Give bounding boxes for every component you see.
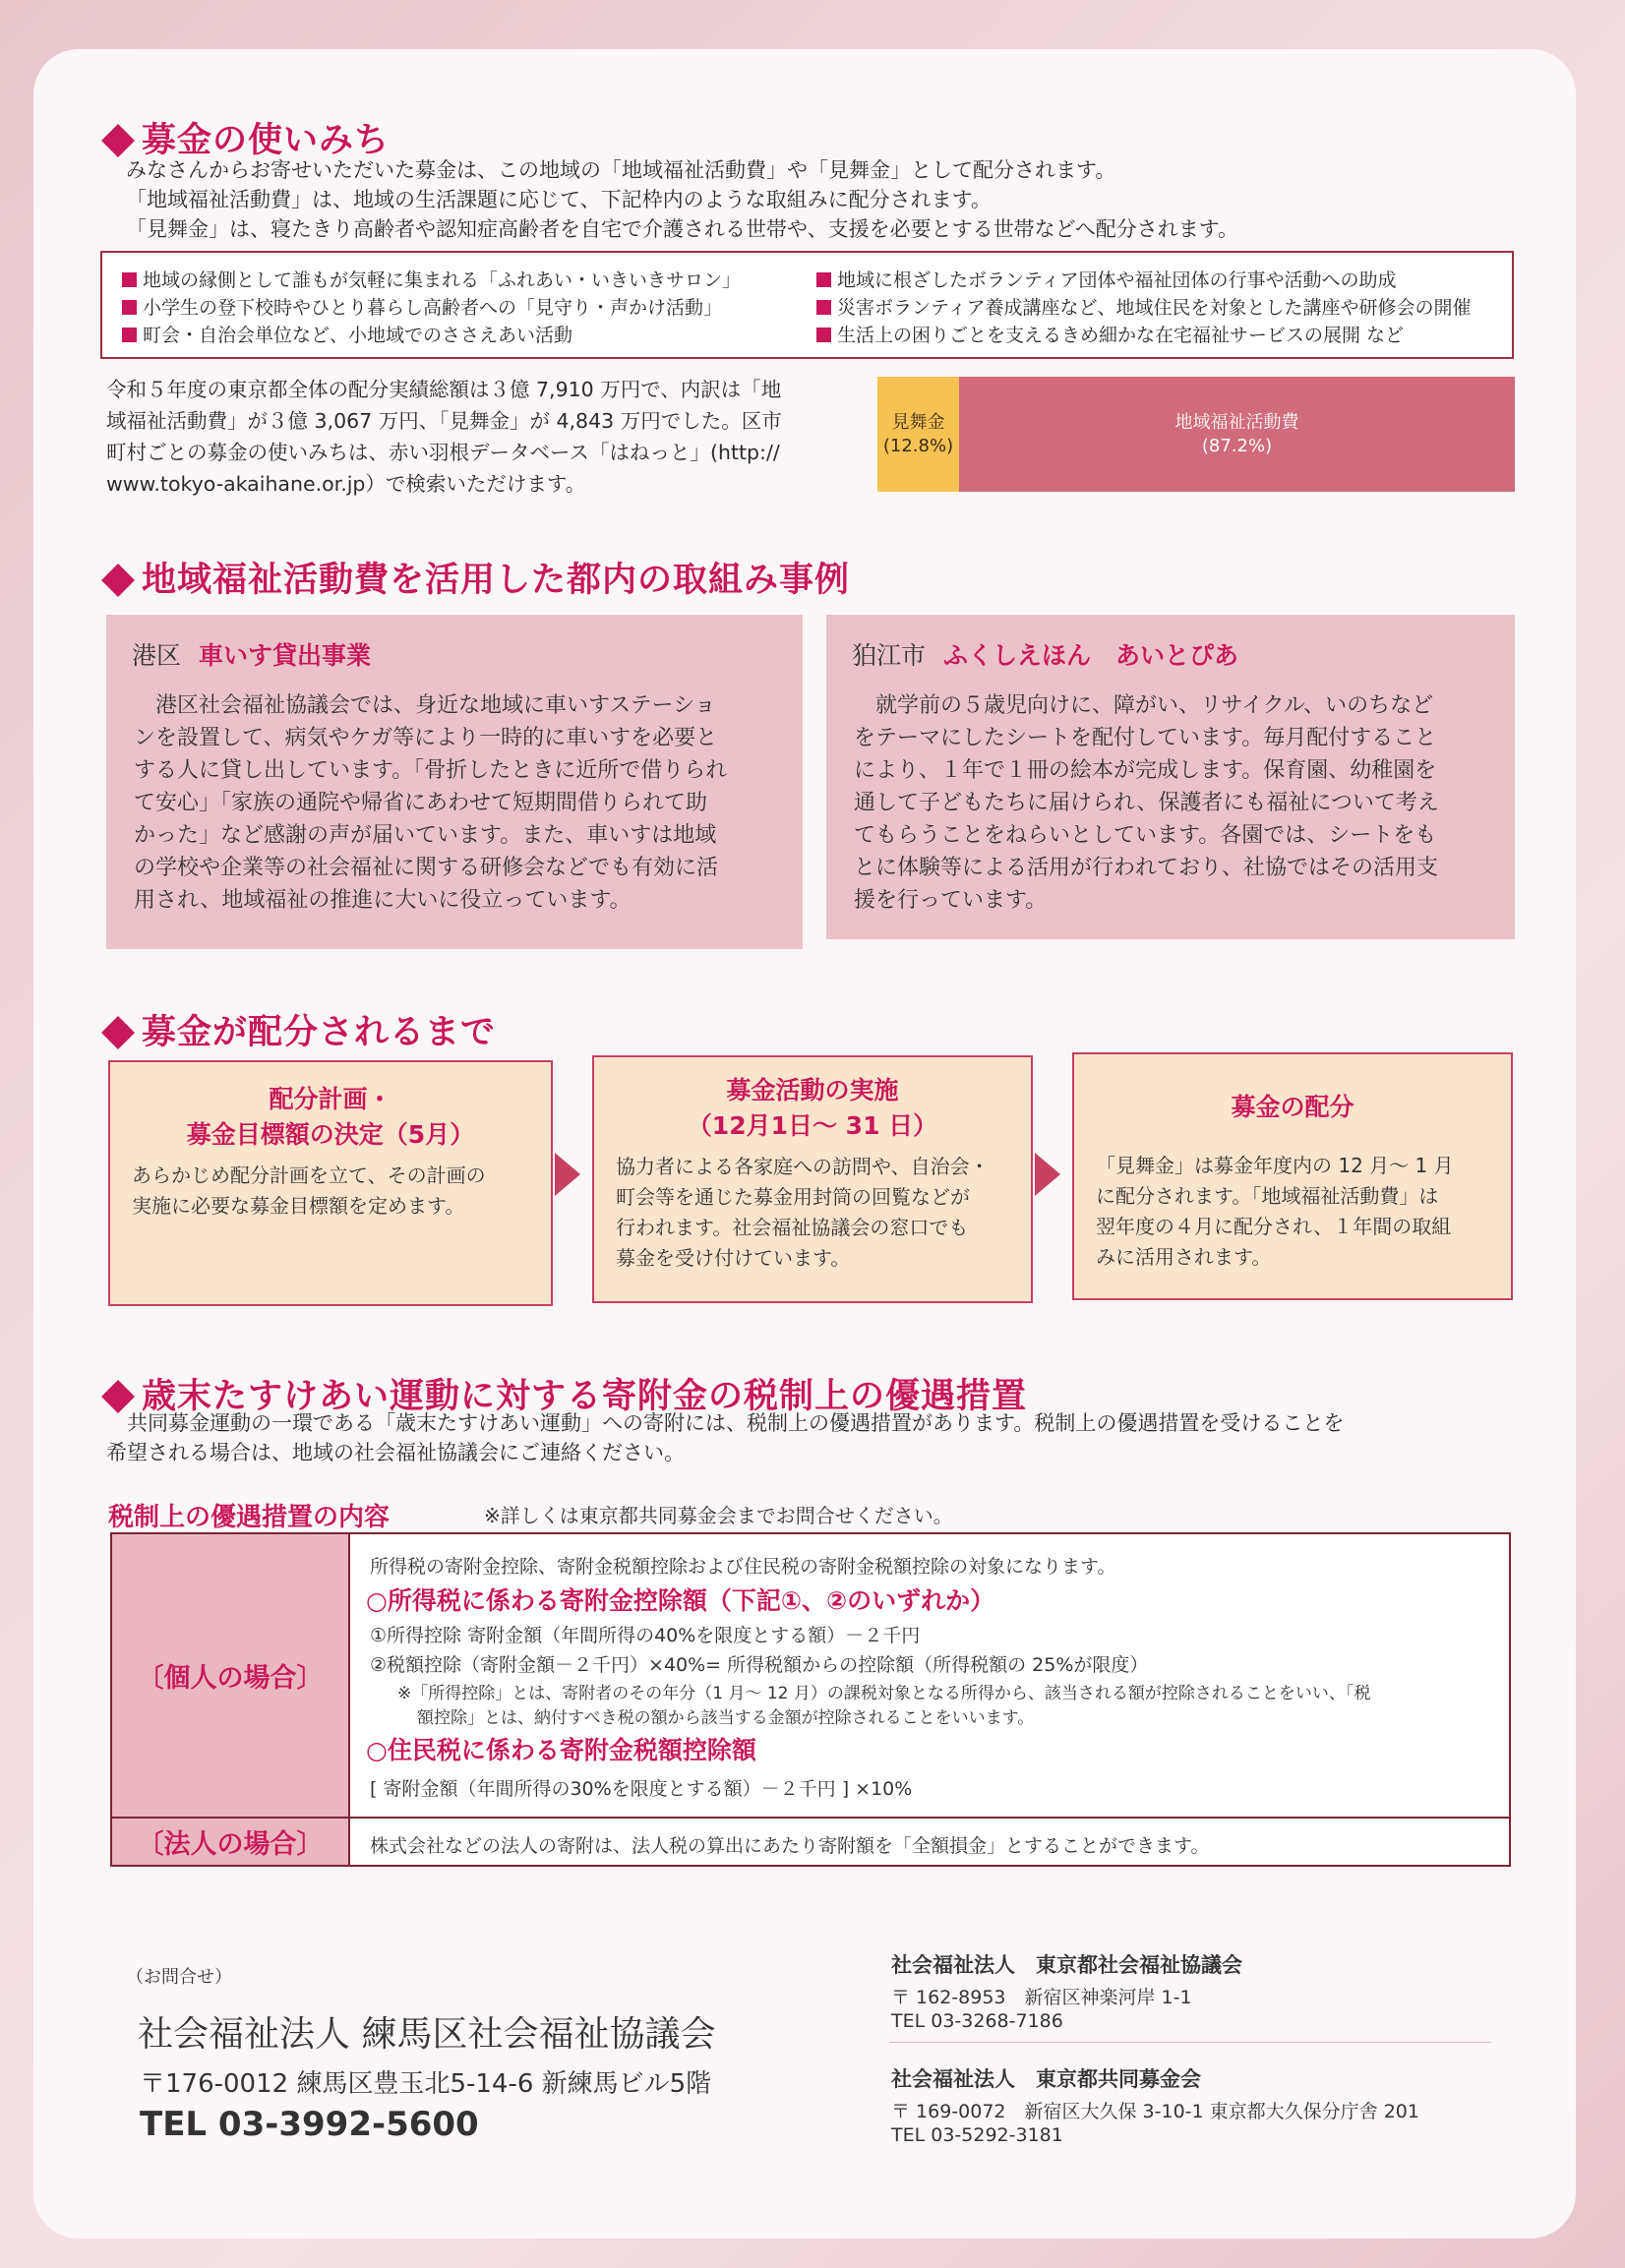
footer-divider xyxy=(889,2042,1491,2043)
tax-resident-line: [ 寄附金額（年間所得の30%を限度とする額）－２千円 ] ×10% xyxy=(370,1778,913,1800)
diamond-icon xyxy=(101,124,135,157)
tax-table xyxy=(110,1532,1511,1867)
step-title xyxy=(110,1082,551,1153)
footer-address: 〒176-0012 練馬区豊玉北5-14-6 新練馬ビル5階 xyxy=(140,2069,712,2099)
case-title xyxy=(852,636,1238,672)
usage-intro-line: 「地域福祉活動費」は、地域の生活課題に応じて、下記枠内のような取組みに配分されます。 xyxy=(126,188,992,211)
usage-intro-line: 「見舞金」は、寝たきり高齢者や認知症高齢者を自宅で介護される世帯や、支援を必要とする世帯などへ配分されます。 xyxy=(126,217,1239,241)
case-area: 港区 xyxy=(132,641,182,670)
contact-1-address: 〒 162-8953 新宿区神楽河岸 1-1 xyxy=(891,1987,1192,2008)
case-line: する人に貸し出しています。「骨折したときに近所で借りられ xyxy=(134,758,728,783)
step-title-line: 募金活動の実施 xyxy=(726,1076,899,1104)
step-body xyxy=(616,1152,990,1274)
bar-value-label: (12.8%) xyxy=(882,435,954,456)
case-line: とに体験等による活用が行われており、社協ではその活用支 xyxy=(854,856,1439,880)
bar-category-label: 地域福祉活動費 xyxy=(1174,411,1299,433)
step-body xyxy=(1096,1151,1454,1273)
tax-note-line: ※「所得控除」とは、寄附者のその年分（1 月～ 12 月）の課税対象となる所得から、該当される額が控除されることをいい、「税 xyxy=(397,1684,1371,1703)
case-area: 狛江市 xyxy=(852,641,927,670)
section-cases-title: 地域福祉活動費を活用した都内の取組み事例 xyxy=(100,553,850,602)
usage-summary-line: 令和５年度の東京都全体の配分実績総額は３億 7,910 万円で、内訳は「地 xyxy=(106,378,782,401)
tax-label-corporate: 〔法人の場合〕 xyxy=(112,1819,348,1865)
case-line: て安心」「家族の通院や帰省にあわせて短期間借りられて助 xyxy=(134,791,708,815)
step-line: あらかじめ配分計画を立て、その計画の xyxy=(132,1164,486,1187)
case-name: 車いす貸出事業 xyxy=(199,641,372,670)
table-divider xyxy=(348,1534,350,1865)
step-line: に配分されます。「地域福祉活動費」は xyxy=(1096,1184,1439,1208)
usage-examples-left xyxy=(122,267,741,349)
step-line: 協力者による各家庭への訪問や、自治会・ xyxy=(616,1155,990,1178)
flow-step-campaign xyxy=(592,1055,1033,1303)
footer-org-name: 社会福祉法人 練馬区社会福祉協議会 xyxy=(138,2014,716,2055)
tax-intro-line: 共同募金運動の一環である「歳末たすけあい運動」への寄附には、税制上の優遇措置があります。税制上の優遇措置を受けることを xyxy=(106,1411,1345,1435)
tax-note-line: 額控除」とは、納付すべき税の額から該当する金額が控除されることをいいます。 xyxy=(417,1708,1035,1728)
usage-example-item: 町会・自治会単位など、小地域でのささえあい活動 xyxy=(122,322,741,349)
case-name: ふくしえほん あいとぴあ xyxy=(943,641,1239,670)
contact-2-name: 社会福祉法人 東京都共同募金会 xyxy=(891,2067,1201,2091)
usage-example-item: 地域に根ざしたボランティア団体や福祉団体の行事や活動への助成 xyxy=(816,267,1471,294)
usage-summary xyxy=(106,374,782,500)
bar-category-label: 見舞金 xyxy=(891,411,945,433)
step-title xyxy=(594,1073,1031,1144)
case-body xyxy=(134,689,727,917)
inquiry-label: （お問合せ） xyxy=(126,1967,232,1988)
arrow-right-icon xyxy=(1035,1153,1060,1196)
step-line: みに活用されます。 xyxy=(1096,1245,1272,1269)
step-line: 行われます。社会福祉協議会の窓口でも xyxy=(616,1216,969,1239)
case-line: かった」など感謝の声が届いています。また、車いすは地域 xyxy=(134,823,717,848)
flow-step-plan xyxy=(108,1060,553,1306)
step-title-line: 募金目標額の決定（5月） xyxy=(186,1120,475,1149)
case-line: をテーマにしたシートを配付しています。毎月配付すること xyxy=(854,726,1437,750)
step-line: 募金を受け付けています。 xyxy=(616,1246,851,1270)
step-title xyxy=(1074,1090,1511,1125)
contact-1-tel: TEL 03-3268-7186 xyxy=(891,2010,1063,2032)
usage-intro-line: みなさんからお寄せいただいた募金は、この地域の「地域福祉活動費」や「見舞金」として配分されます。 xyxy=(126,158,1116,182)
case-body xyxy=(854,689,1439,917)
step-title-line: （12月1日～ 31 日） xyxy=(687,1111,938,1140)
bar-segment-mimaikin xyxy=(877,377,959,492)
tax-income-heading: ○所得税に係わる寄附金控除額（下記①、②のいずれか） xyxy=(366,1586,995,1615)
section-tax-title: 歳末たすけあい運動に対する寄附金の税制上の優遇措置 xyxy=(100,1369,1027,1418)
usage-example-item: 生活上の困りごとを支えるきめ細かな在宅福祉サービスの展開 など xyxy=(816,322,1471,349)
usage-summary-line: 町村ごとの募金の使いみちは、赤い羽根データベース「はねっと」(http:// xyxy=(106,441,780,464)
tax-corporate-text: 株式会社などの法人の寄附は、法人税の算出にあたり寄附額を「全額損金」とすることができます。 xyxy=(370,1835,1210,1857)
contact-2-address: 〒 169-0072 新宿区大久保 3-10-1 東京都大久保分庁舎 201 xyxy=(891,2101,1419,2122)
section-usage-title: 募金の使いみち xyxy=(100,113,390,162)
diamond-icon xyxy=(101,564,135,597)
case-card-minato xyxy=(106,615,803,949)
case-line: 港区社会福祉協議会では、身近な地域に車いすステーショ xyxy=(134,693,716,718)
section-flow-title: 募金が配分されるまで xyxy=(100,1005,496,1054)
footer-tel: TEL 03-3992-5600 xyxy=(140,2105,479,2144)
step-title-line: 配分計画・ xyxy=(269,1085,392,1113)
step-line: 翌年度の４月に配分され、１年間の取組 xyxy=(1096,1215,1452,1238)
case-line: の学校や企業等の社会福祉に関する研修会などでも有効に活 xyxy=(134,856,719,880)
usage-examples-right xyxy=(816,267,1471,349)
usage-example-item: 災害ボランティア養成講座など、地域住民を対象とした講座や研修会の開催 xyxy=(816,294,1471,322)
tax-individual-lead: 所得税の寄附金控除、寄附金税額控除および住民税の寄附金税額控除の対象になります。 xyxy=(370,1556,1116,1578)
case-line: てもらうことをねらいとしています。各園では、シートをも xyxy=(854,823,1437,848)
case-title xyxy=(132,636,371,672)
contact-1-name: 社会福祉法人 東京都社会福祉協議会 xyxy=(891,1953,1242,1977)
allocation-bar-chart xyxy=(877,377,1515,492)
tax-income-line: ①所得控除 寄附金額（年間所得の40%を限度とする額）－２千円 xyxy=(370,1625,921,1646)
tax-intro xyxy=(106,1408,1344,1467)
tax-label-individual: 〔個人の場合〕 xyxy=(112,1534,348,1817)
case-line: により、１年で１冊の絵本が完成します。保育園、幼稚園を xyxy=(854,758,1437,783)
arrow-right-icon xyxy=(555,1153,580,1196)
step-line: 実施に必要な募金目標額を定めます。 xyxy=(132,1194,465,1218)
tax-subnote: ※詳しくは東京都共同募金会までお問合せください。 xyxy=(484,1504,953,1527)
tax-income-line: ②税額控除（寄附金額－２千円）×40%= 所得税額からの控除額（所得税額の 25%が限度） xyxy=(370,1654,1149,1676)
step-title-line: 募金の配分 xyxy=(1231,1093,1354,1121)
case-line: ンを設置して、病気やケガ等により一時的に車いすを必要と xyxy=(134,726,718,750)
usage-intro xyxy=(126,155,1238,244)
case-line: 通して子どもたちに届けられ、保護者にも福祉について考え xyxy=(854,791,1439,815)
table-divider xyxy=(112,1817,1509,1819)
case-line: 用され、地域福祉の推進に大いに役立っています。 xyxy=(134,888,632,913)
usage-summary-line: www.tokyo-akaihane.or.jp）で検索いただけます。 xyxy=(106,472,586,496)
diamond-icon xyxy=(101,1016,135,1049)
contact-2-tel: TEL 03-5292-3181 xyxy=(891,2124,1063,2146)
step-line: 「見舞金」は募金年度内の 12 月～ 1 月 xyxy=(1096,1154,1454,1177)
step-body xyxy=(132,1161,486,1222)
usage-summary-line: 域福祉活動費」が３億 3,067 万円、「見舞金」が 4,843 万円でした。区市 xyxy=(106,409,782,433)
tax-resident-heading: ○住民税に係わる寄附金税額控除額 xyxy=(366,1736,756,1764)
case-line: 援を行っています。 xyxy=(854,888,1048,913)
bar-segment-chiiki-fukushi xyxy=(959,377,1515,492)
case-line: 就学前の５歳児向けに、障がい、リサイクル、いのちなど xyxy=(854,693,1434,718)
tax-subtitle: 税制上の優遇措置の内容 xyxy=(108,1503,391,1532)
bar-value-label: (87.2%) xyxy=(1201,435,1273,456)
usage-example-item: 小学生の登下校時やひとり暮らし高齢者への「見守り・声かけ活動」 xyxy=(122,294,741,322)
usage-example-item: 地域の縁側として誰もが気軽に集まれる「ふれあい・いきいきサロン」 xyxy=(122,267,741,294)
case-card-komae xyxy=(826,615,1515,939)
flow-step-allocation xyxy=(1072,1052,1513,1300)
step-line: 町会等を通じた募金用封筒の回覧などが xyxy=(616,1185,970,1209)
tax-intro-line: 希望される場合は、地域の社会福祉協議会にご連絡ください。 xyxy=(106,1441,685,1464)
usage-examples-box xyxy=(100,251,1514,359)
